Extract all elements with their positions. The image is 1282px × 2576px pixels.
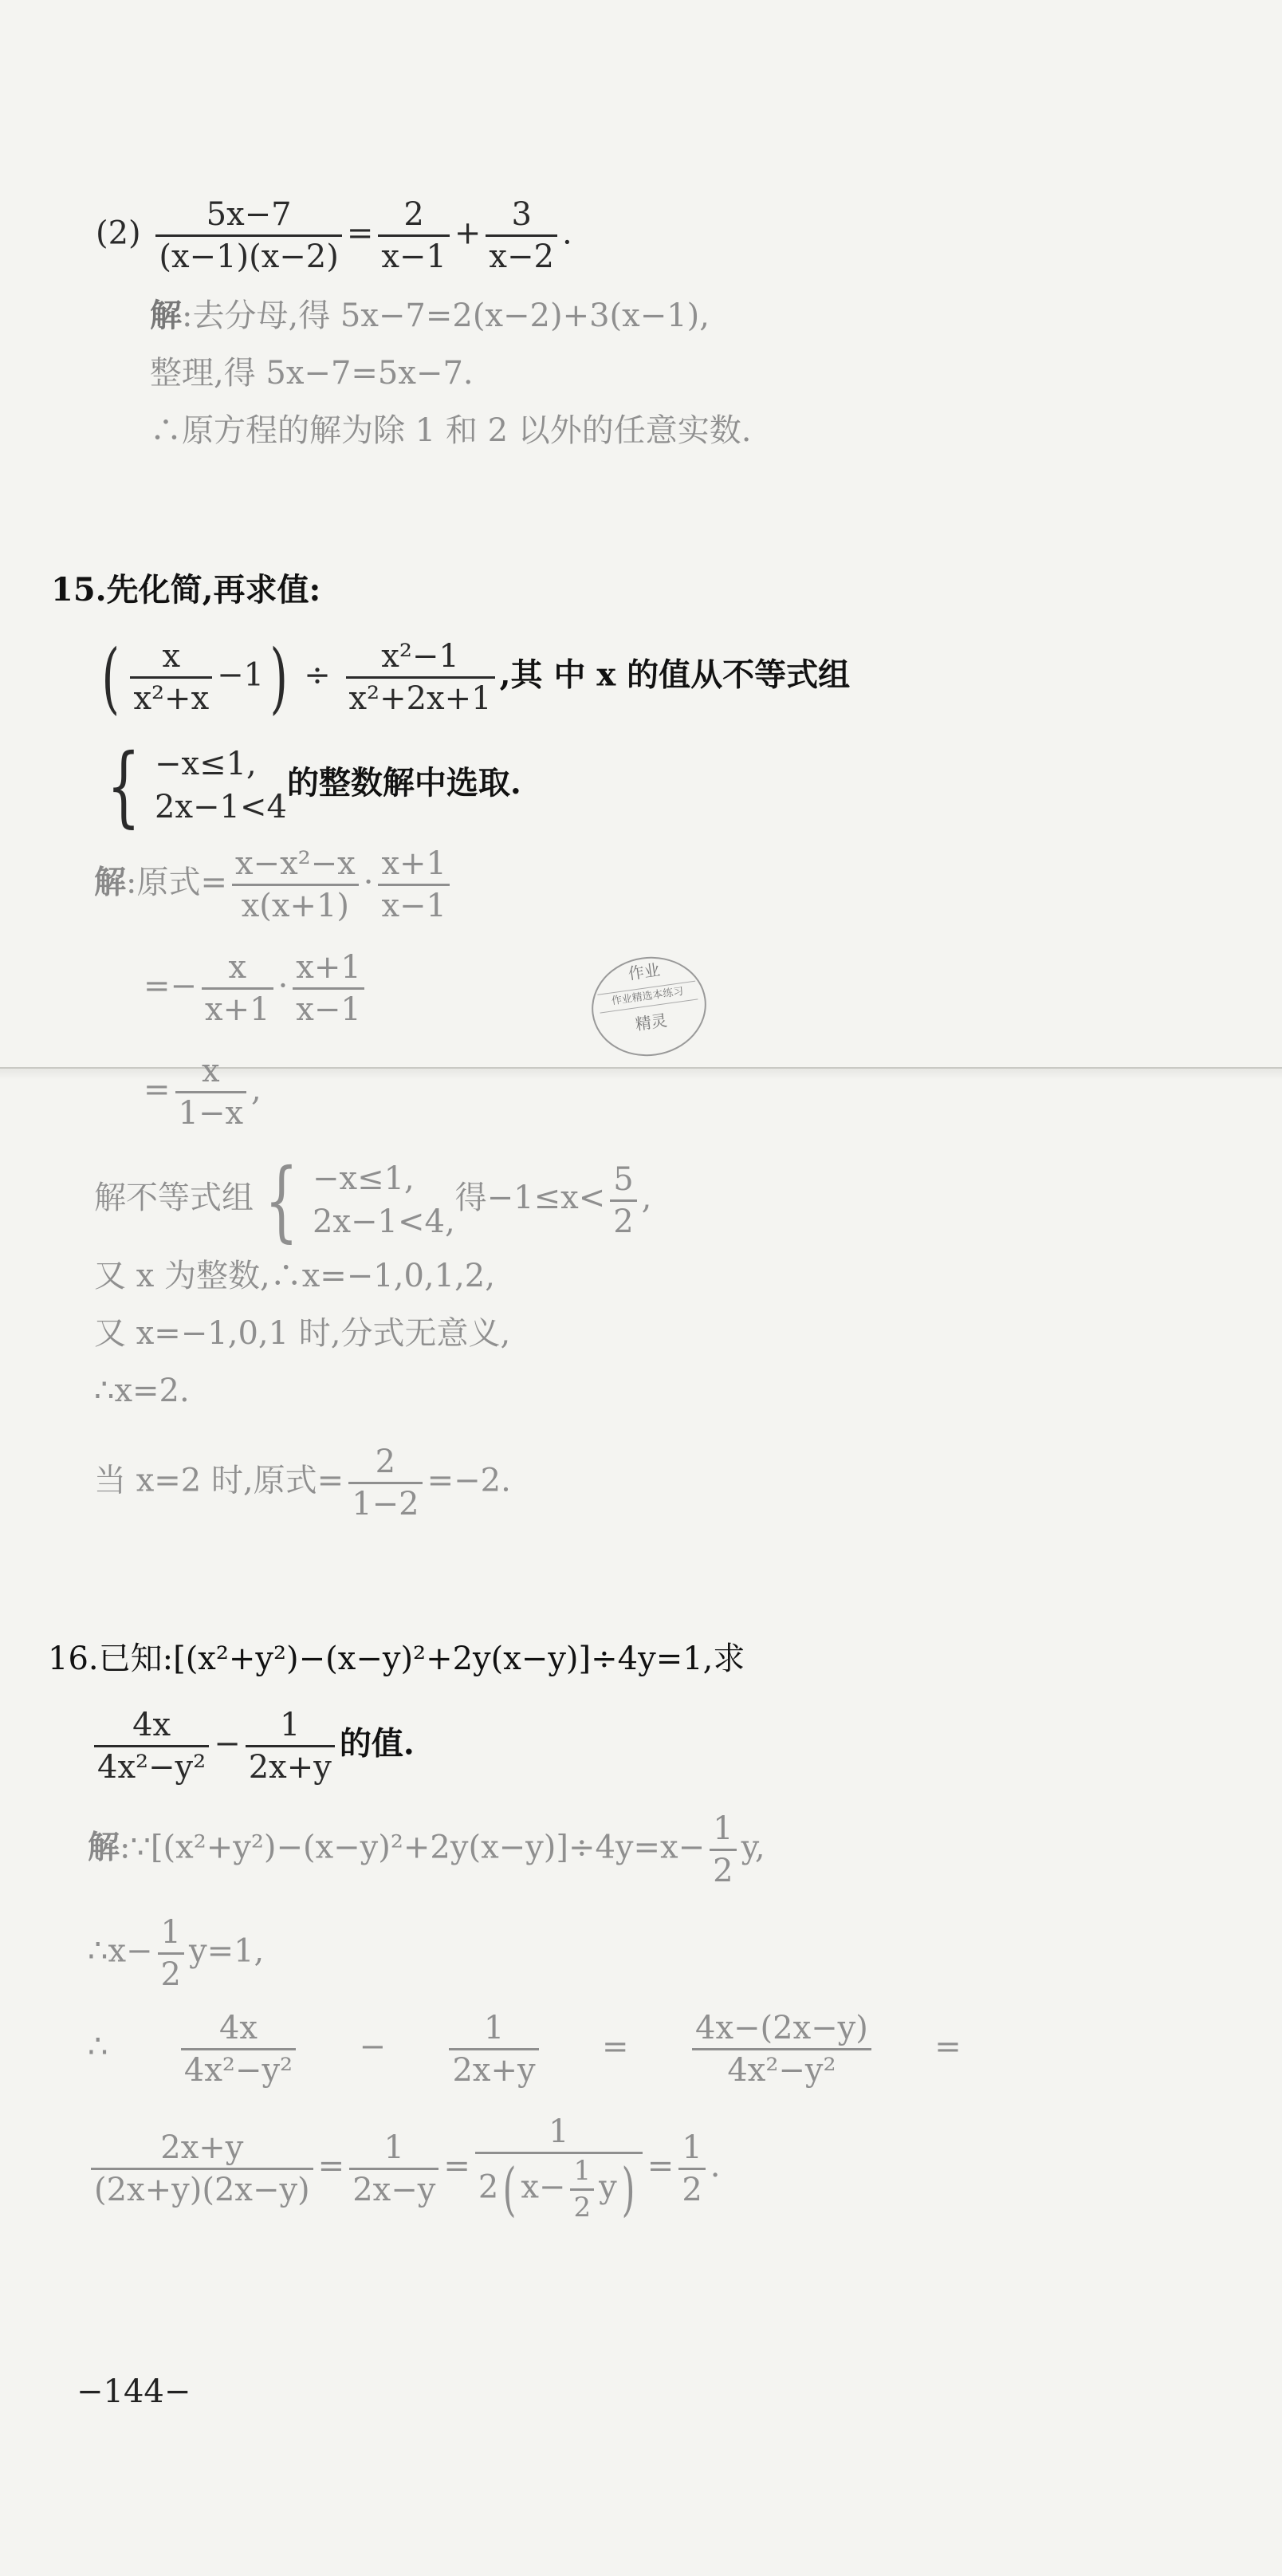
- p15-line-c: ∴x=2.: [94, 1373, 190, 1409]
- p15-inequality-system: { −x≤1, 2x−1<4 的整数解中选取.: [107, 735, 521, 837]
- p14-equation: (2) $\frac{5x-7}{(x-1)(x-2)}$ = $\frac{2}{x-1}$ + $\frac{3}{x-2}$ .: [96, 196, 572, 275]
- p14-solution-line2: 整理,得 5x−7=5x−7.: [150, 355, 474, 392]
- p16-solution-line4: $\frac{2x+y}{(2x+y)(2x-y)}$ = $\frac{1}{2x-y}$ = 1 2( x− $\frac{1}{2}$ y) = $\frac{1}{2}$ .: [86, 2113, 720, 2223]
- p15-final: 当 x=2 时,原式= $\frac{2}{1-2}$ =−2.: [94, 1444, 511, 1522]
- page-number: −144−: [77, 2373, 191, 2410]
- p16-solution-line1: 解:∵[(x²+y²)−(x−y)²+2y(x−y)]÷4y=x− $\frac{1}{2}$ y,: [88, 1810, 765, 1889]
- p15-expression: ( $\frac{x}{\text{x²+x}}$ −1) ÷ $\frac{\text{x²−1}}{\text{x²+2x+1}}$ ,其 中 x 的值从不等式组: [101, 632, 851, 723]
- stamp-seal-icon: 作业 作业精选本练习 精灵: [585, 950, 713, 1064]
- p14-solution-line1: 解:去分母,得 5x−7=2(x−2)+3(x−1),: [150, 297, 710, 334]
- p15-solution-step3: = $\frac{x}{1-x}$ ,: [144, 1053, 262, 1132]
- p16-question: $\frac{4x}{\text{4x²−y²}}$ − $\frac{1}{2x+y}$ 的值.: [89, 1707, 415, 1786]
- p16-solution-line3: ∴ $\frac{4x}{\text{4x²−y²}}$ − $\frac{1}{2x+y}$ = $\frac{4x-(2x-y)}{\text{4x²−y²}}$ =: [88, 2010, 961, 2089]
- p16-solution-line2: ∴x− $\frac{1}{2}$ y=1,: [88, 1914, 265, 1993]
- p15-line-b: 又 x=−1,0,1 时,分式无意义,: [94, 1315, 511, 1352]
- p14-solution-line3: ∴原方程的解为除 1 和 2 以外的任意实数.: [150, 412, 752, 449]
- p15-title: 15.先化简,再求值:: [51, 571, 321, 609]
- p15-line-a: 又 x 为整数,∴x=−1,0,1,2,: [94, 1258, 495, 1294]
- p16-title: 16.已知:[(x²+y²)−(x−y)²+2y(x−y)]÷4y=1,求: [48, 1641, 745, 1677]
- p15-inequality-solution: 解不等式组 { −x≤1, 2x−1<4, 得−1≤x< $\frac{5}{2}$ ,: [94, 1149, 652, 1251]
- p15-solution-step1: 解:原式= $\frac{\text{x−x²−x}}{x(x+1)}$ · $\frac{x+1}{x-1}$: [94, 845, 454, 924]
- p15-solution-step2: =− $\frac{x}{x+1}$ · $\frac{x+1}{x-1}$: [144, 949, 369, 1028]
